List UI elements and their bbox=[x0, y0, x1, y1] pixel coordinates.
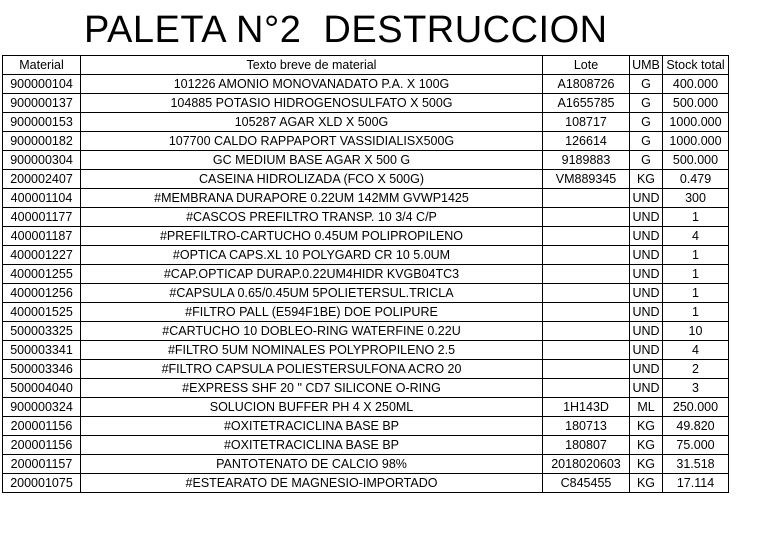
material-cell: 900000104 bbox=[3, 75, 81, 94]
description-cell: 105287 AGAR XLD X 500G bbox=[81, 113, 543, 132]
umb-cell: G bbox=[630, 75, 663, 94]
lot-cell: 9189883 bbox=[543, 151, 630, 170]
lot-cell: C845455 bbox=[543, 474, 630, 493]
description-cell: #MEMBRANA DURAPORE 0.22UM 142MM GVWP1425 bbox=[81, 189, 543, 208]
table-row bbox=[3, 113, 729, 132]
lot-cell: 180713 bbox=[543, 417, 630, 436]
description-cell: GC MEDIUM BASE AGAR X 500 G bbox=[81, 151, 543, 170]
material-cell: 500003325 bbox=[3, 322, 81, 341]
table-row bbox=[3, 189, 729, 208]
material-cell: 500003341 bbox=[3, 341, 81, 360]
lot-cell: A1808726 bbox=[543, 75, 630, 94]
header-text: Texto breve de material bbox=[81, 56, 543, 75]
table-row bbox=[3, 227, 729, 246]
material-cell: 400001187 bbox=[3, 227, 81, 246]
umb-cell: UND bbox=[630, 303, 663, 322]
lot-cell bbox=[543, 284, 630, 303]
lot-cell: VM889345 bbox=[543, 170, 630, 189]
stock-cell: 500.000 bbox=[663, 151, 729, 170]
table-row bbox=[3, 455, 729, 474]
stock-cell: 1 bbox=[663, 208, 729, 227]
stock-cell: 17.114 bbox=[663, 474, 729, 493]
lot-cell: 180807 bbox=[543, 436, 630, 455]
material-cell: 400001256 bbox=[3, 284, 81, 303]
umb-cell: UND bbox=[630, 189, 663, 208]
stock-cell: 500.000 bbox=[663, 94, 729, 113]
material-cell: 400001227 bbox=[3, 246, 81, 265]
umb-cell: ML bbox=[630, 398, 663, 417]
table-row bbox=[3, 417, 729, 436]
table-row bbox=[3, 151, 729, 170]
stock-cell: 4 bbox=[663, 227, 729, 246]
umb-cell: KG bbox=[630, 170, 663, 189]
material-cell: 500003346 bbox=[3, 360, 81, 379]
material-cell: 200001156 bbox=[3, 417, 81, 436]
description-cell: #CAPSULA 0.65/0.45UM 5POLIETERSUL.TRICLA bbox=[81, 284, 543, 303]
stock-cell: 0.479 bbox=[663, 170, 729, 189]
umb-cell: UND bbox=[630, 322, 663, 341]
lot-cell: 2018020603 bbox=[543, 455, 630, 474]
description-cell: SOLUCION BUFFER PH 4 X 250ML bbox=[81, 398, 543, 417]
description-cell: #CASCOS PREFILTRO TRANSP. 10 3/4 C/P bbox=[81, 208, 543, 227]
table-row bbox=[3, 360, 729, 379]
stock-cell: 75.000 bbox=[663, 436, 729, 455]
table-row bbox=[3, 341, 729, 360]
material-cell: 400001525 bbox=[3, 303, 81, 322]
umb-cell: KG bbox=[630, 436, 663, 455]
lot-cell bbox=[543, 303, 630, 322]
umb-cell: KG bbox=[630, 455, 663, 474]
page-title: PALETA N°2 DESTRUCCION bbox=[84, 9, 608, 51]
stock-cell: 1 bbox=[663, 303, 729, 322]
umb-cell: KG bbox=[630, 417, 663, 436]
stock-cell: 1 bbox=[663, 284, 729, 303]
table-row bbox=[3, 436, 729, 455]
table-body bbox=[3, 75, 729, 493]
umb-cell: UND bbox=[630, 360, 663, 379]
lot-cell bbox=[543, 379, 630, 398]
description-cell: PANTOTENATO DE CALCIO 98% bbox=[81, 455, 543, 474]
table-row bbox=[3, 208, 729, 227]
description-cell: 104885 POTASIO HIDROGENOSULFATO X 500G bbox=[81, 94, 543, 113]
description-cell: #EXPRESS SHF 20 " CD7 SILICONE O-RING bbox=[81, 379, 543, 398]
material-cell: 200001075 bbox=[3, 474, 81, 493]
stock-cell: 10 bbox=[663, 322, 729, 341]
material-cell: 900000137 bbox=[3, 94, 81, 113]
umb-cell: UND bbox=[630, 208, 663, 227]
lot-cell: A1655785 bbox=[543, 94, 630, 113]
stock-cell: 300 bbox=[663, 189, 729, 208]
stock-cell: 49.820 bbox=[663, 417, 729, 436]
material-cell: 400001104 bbox=[3, 189, 81, 208]
header-material: Material bbox=[3, 56, 81, 75]
lot-cell: 126614 bbox=[543, 132, 630, 151]
material-cell: 200001156 bbox=[3, 436, 81, 455]
description-cell: #FILTRO CAPSULA POLIESTERSULFONA ACRO 20 bbox=[81, 360, 543, 379]
table-row bbox=[3, 303, 729, 322]
lot-cell: 1H143D bbox=[543, 398, 630, 417]
description-cell: #FILTRO 5UM NOMINALES POLYPROPILENO 2.5 bbox=[81, 341, 543, 360]
umb-cell: G bbox=[630, 151, 663, 170]
umb-cell: KG bbox=[630, 474, 663, 493]
table-row bbox=[3, 132, 729, 151]
umb-cell: UND bbox=[630, 379, 663, 398]
stock-cell: 31.518 bbox=[663, 455, 729, 474]
description-cell: 101226 AMONIO MONOVANADATO P.A. X 100G bbox=[81, 75, 543, 94]
stock-cell: 2 bbox=[663, 360, 729, 379]
stock-cell: 4 bbox=[663, 341, 729, 360]
material-cell: 900000304 bbox=[3, 151, 81, 170]
table-row bbox=[3, 322, 729, 341]
description-cell: #PREFILTRO-CARTUCHO 0.45UM POLIPROPILENO bbox=[81, 227, 543, 246]
umb-cell: UND bbox=[630, 341, 663, 360]
stock-cell: 400.000 bbox=[663, 75, 729, 94]
description-cell: #CAP.OPTICAP DURAP.0.22UM4HIDR KVGB04TC3 bbox=[81, 265, 543, 284]
description-cell: #OXITETRACICLINA BASE BP bbox=[81, 417, 543, 436]
umb-cell: UND bbox=[630, 246, 663, 265]
lot-cell bbox=[543, 265, 630, 284]
lot-cell bbox=[543, 227, 630, 246]
umb-cell: UND bbox=[630, 265, 663, 284]
header-stock: Stock total bbox=[663, 56, 729, 75]
stock-cell: 250.000 bbox=[663, 398, 729, 417]
material-cell: 900000324 bbox=[3, 398, 81, 417]
material-cell: 200001157 bbox=[3, 455, 81, 474]
material-cell: 200002407 bbox=[3, 170, 81, 189]
umb-cell: G bbox=[630, 94, 663, 113]
lot-cell bbox=[543, 208, 630, 227]
table-row bbox=[3, 265, 729, 284]
description-cell: #OPTICA CAPS.XL 10 POLYGARD CR 10 5.0UM bbox=[81, 246, 543, 265]
stock-cell: 1000.000 bbox=[663, 132, 729, 151]
lot-cell: 108717 bbox=[543, 113, 630, 132]
stock-cell: 3 bbox=[663, 379, 729, 398]
description-cell: #FILTRO PALL (E594F1BE) DOE POLIPURE bbox=[81, 303, 543, 322]
lot-cell bbox=[543, 189, 630, 208]
umb-cell: UND bbox=[630, 284, 663, 303]
table-row bbox=[3, 75, 729, 94]
umb-cell: G bbox=[630, 132, 663, 151]
stock-cell: 1 bbox=[663, 246, 729, 265]
table-row bbox=[3, 246, 729, 265]
description-cell: 107700 CALDO RAPPAPORT VASSIDIALISX500G bbox=[81, 132, 543, 151]
table-row bbox=[3, 94, 729, 113]
stock-cell: 1000.000 bbox=[663, 113, 729, 132]
table-row bbox=[3, 284, 729, 303]
description-cell: #OXITETRACICLINA BASE BP bbox=[81, 436, 543, 455]
umb-cell: G bbox=[630, 113, 663, 132]
lot-cell bbox=[543, 322, 630, 341]
material-cell: 500004040 bbox=[3, 379, 81, 398]
material-cell: 900000153 bbox=[3, 113, 81, 132]
material-cell: 900000182 bbox=[3, 132, 81, 151]
table-row bbox=[3, 379, 729, 398]
header-umb: UMB bbox=[630, 56, 663, 75]
stock-cell: 1 bbox=[663, 265, 729, 284]
lot-cell bbox=[543, 360, 630, 379]
header-lot: Lote bbox=[543, 56, 630, 75]
description-cell: CASEINA HIDROLIZADA (FCO X 500G) bbox=[81, 170, 543, 189]
lot-cell bbox=[543, 341, 630, 360]
material-cell: 400001255 bbox=[3, 265, 81, 284]
table-row bbox=[3, 170, 729, 189]
lot-cell bbox=[543, 246, 630, 265]
umb-cell: UND bbox=[630, 227, 663, 246]
description-cell: #ESTEARATO DE MAGNESIO-IMPORTADO bbox=[81, 474, 543, 493]
table-row bbox=[3, 398, 729, 417]
table-row bbox=[3, 474, 729, 493]
header-row bbox=[3, 56, 729, 75]
description-cell: #CARTUCHO 10 DOBLEO-RING WATERFINE 0.22U bbox=[81, 322, 543, 341]
material-cell: 400001177 bbox=[3, 208, 81, 227]
material-table bbox=[2, 55, 729, 493]
